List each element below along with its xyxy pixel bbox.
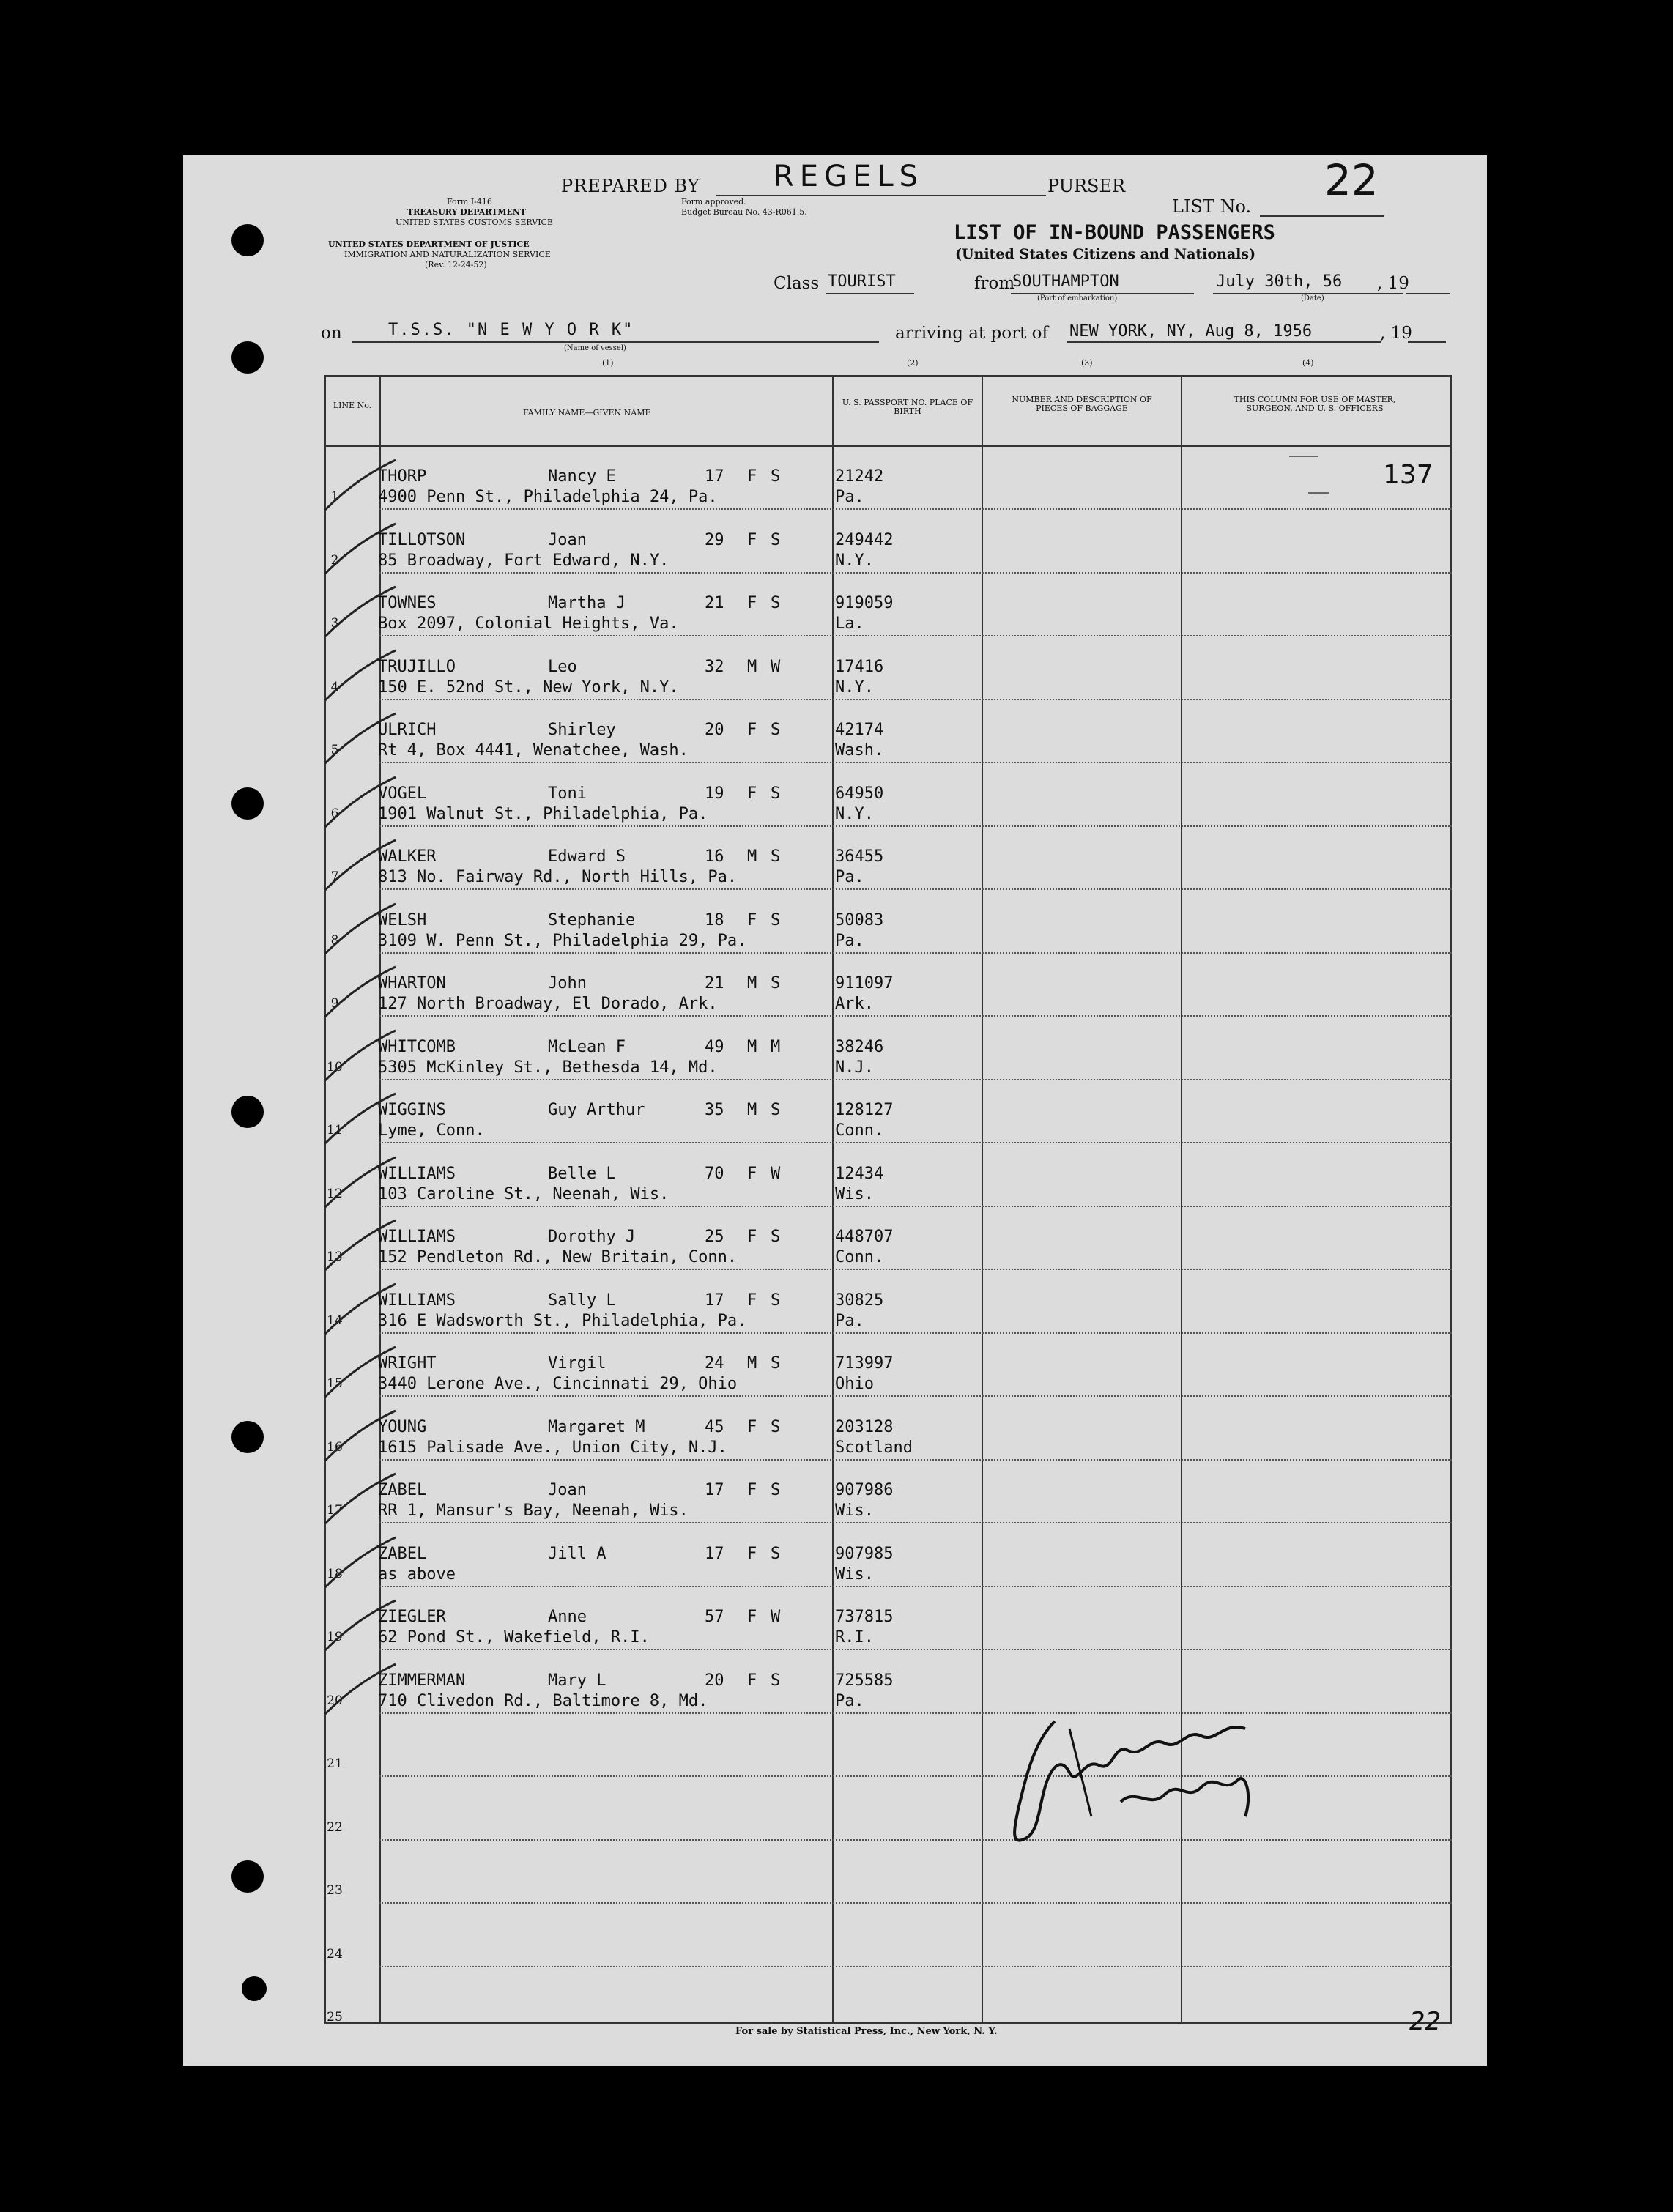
passenger-sex: M xyxy=(747,1354,757,1373)
form-approved-line-1: Form approved. xyxy=(681,197,746,207)
inspection-check-mark xyxy=(319,710,400,769)
passenger-marital-status: S xyxy=(771,847,781,866)
passenger-family-name: TOWNES xyxy=(378,594,437,612)
passport-number: 713997 xyxy=(835,1354,894,1373)
passenger-given-name: John xyxy=(548,974,587,992)
prepared-by-label: PREPARED BY xyxy=(561,176,700,196)
inspection-check-mark xyxy=(319,1344,400,1403)
passenger-address: 1901 Walnut St., Philadelphia, Pa. xyxy=(378,804,708,823)
passenger-age: 18 xyxy=(705,910,724,929)
passenger-sex: F xyxy=(747,1228,757,1246)
inspection-check-mark xyxy=(319,521,400,579)
class-line xyxy=(826,293,914,294)
passenger-family-name: ZIMMERMAN xyxy=(378,1671,466,1690)
passenger-marital-status: S xyxy=(771,1354,781,1373)
passenger-given-name: Leo xyxy=(548,657,577,676)
passenger-age: 17 xyxy=(705,1291,724,1310)
line-number: 23 xyxy=(327,1883,343,1898)
passenger-given-name: Stephanie xyxy=(548,910,636,929)
purser-label: PURSER xyxy=(1047,176,1126,196)
line-number: 4 xyxy=(330,679,339,694)
passenger-age: 17 xyxy=(705,467,724,486)
passenger-family-name: WILLIAMS xyxy=(378,1164,456,1183)
passenger-address: 3440 Lerone Ave., Cincinnati 29, Ohio xyxy=(378,1375,738,1393)
passenger-marital-status: S xyxy=(771,1101,781,1119)
header-passport: U. S. PASSPORT NO. PLACE OF BIRTH xyxy=(842,398,973,416)
line-number: 17 xyxy=(327,1503,343,1518)
passenger-age: 45 xyxy=(705,1417,724,1436)
line-number: 10 xyxy=(327,1059,343,1075)
passenger-address: 316 E Wadsworth St., Philadelphia, Pa. xyxy=(378,1311,747,1330)
passenger-family-name: ZIEGLER xyxy=(378,1608,446,1626)
line-number: 18 xyxy=(327,1566,343,1581)
passenger-marital-status: S xyxy=(771,1481,781,1499)
line-number: 12 xyxy=(327,1186,343,1201)
passport-number: 42174 xyxy=(835,721,884,739)
passenger-address: Rt 4, Box 4441, Wenatchee, Wash. xyxy=(378,741,689,760)
inspection-check-mark xyxy=(319,584,400,642)
passenger-sex: F xyxy=(747,1417,757,1436)
footer-mark: 22 xyxy=(1409,2007,1442,2036)
class-value: TOURIST xyxy=(828,272,896,291)
inspection-check-mark xyxy=(319,1281,400,1340)
row-dotted-rule xyxy=(379,1269,1452,1270)
passenger-age: 21 xyxy=(705,594,724,612)
inspection-check-mark xyxy=(319,1661,400,1720)
passenger-marital-status: S xyxy=(771,1417,781,1436)
table-header-divider xyxy=(324,445,1452,447)
place-of-birth: Wis. xyxy=(835,1184,874,1203)
passenger-marital-status: W xyxy=(771,1608,781,1626)
row-dotted-rule xyxy=(379,699,1452,700)
passenger-sex: F xyxy=(747,1291,757,1310)
arriving-year-suffix: , 19 xyxy=(1380,324,1412,343)
passenger-address: 710 Clivedon Rd., Baltimore 8, Md. xyxy=(378,1691,708,1710)
form-id-line-5: IMMIGRATION AND NATURALIZATION SERVICE xyxy=(344,250,551,259)
row-dotted-rule xyxy=(379,1395,1452,1397)
passenger-marital-status: M xyxy=(771,1037,781,1056)
on-label: on xyxy=(321,324,342,343)
passenger-family-name: WHARTON xyxy=(378,974,446,992)
passenger-family-name: WHITCOMB xyxy=(378,1037,456,1056)
passport-number: 448707 xyxy=(835,1228,894,1246)
class-label: Class xyxy=(774,274,820,293)
passenger-age: 17 xyxy=(705,1544,724,1563)
row-dotted-rule xyxy=(379,1839,1452,1841)
prepared-by-value: REGELS xyxy=(774,160,924,193)
row-dotted-rule xyxy=(379,1206,1452,1207)
passenger-age: 19 xyxy=(705,784,724,803)
passenger-family-name: YOUNG xyxy=(378,1417,427,1436)
col-divider-passport xyxy=(982,375,983,2024)
place-of-birth: Wash. xyxy=(835,741,884,760)
passenger-marital-status: S xyxy=(771,1544,781,1563)
line-number: 1 xyxy=(330,489,339,504)
place-of-birth: Conn. xyxy=(835,1248,884,1266)
line-number: 9 xyxy=(330,996,339,1011)
punch-hole xyxy=(231,341,264,374)
row-dotted-rule xyxy=(379,952,1452,954)
passenger-address: 3109 W. Penn St., Philadelphia 29, Pa. xyxy=(378,931,747,950)
inspection-check-mark xyxy=(319,1471,400,1529)
row-dotted-rule xyxy=(379,508,1452,510)
line-number: 3 xyxy=(330,616,339,631)
officer-signature xyxy=(1004,1714,1282,1853)
passenger-age: 49 xyxy=(705,1037,724,1056)
passenger-given-name: Joan xyxy=(548,530,587,549)
passenger-marital-status: S xyxy=(771,594,781,612)
arriving-year-line xyxy=(1408,341,1446,343)
place-of-birth: Ohio xyxy=(835,1375,874,1393)
prepared-by-line xyxy=(716,195,1046,196)
date-caption: (Date) xyxy=(1301,294,1324,303)
passenger-sex: M xyxy=(747,847,757,866)
passenger-address: 152 Pendleton Rd., New Britain, Conn. xyxy=(378,1248,738,1266)
passenger-given-name: Anne xyxy=(548,1608,587,1626)
line-number: 16 xyxy=(327,1439,343,1455)
passenger-age: 57 xyxy=(705,1608,724,1626)
arriving-value: NEW YORK, NY, Aug 8, 1956 xyxy=(1069,322,1313,341)
row-dotted-rule xyxy=(379,1079,1452,1080)
place-of-birth: R.I. xyxy=(835,1628,874,1647)
punch-hole xyxy=(231,224,264,256)
line-number: 6 xyxy=(330,806,339,821)
inspection-check-mark xyxy=(319,774,400,833)
passenger-sex: F xyxy=(747,1544,757,1563)
place-of-birth: N.Y. xyxy=(835,804,874,823)
inspection-check-mark xyxy=(319,1597,400,1656)
line-number: 13 xyxy=(327,1250,343,1264)
passenger-sex: F xyxy=(747,1481,757,1499)
form-id-line-4: UNITED STATES DEPARTMENT OF JUSTICE xyxy=(328,240,530,249)
line-number: 8 xyxy=(330,932,339,948)
passport-number: 725585 xyxy=(835,1671,894,1690)
passenger-marital-status: S xyxy=(771,530,781,549)
passenger-age: 70 xyxy=(705,1164,724,1183)
passenger-age: 20 xyxy=(705,721,724,739)
row-dotted-rule xyxy=(379,1459,1452,1461)
page-subtitle: (United States Citizens and Nationals) xyxy=(955,246,1256,262)
passport-number: 911097 xyxy=(835,974,894,992)
place-of-birth: Scotland xyxy=(835,1438,913,1457)
passenger-marital-status: S xyxy=(771,974,781,992)
line-number: 21 xyxy=(327,1756,343,1771)
officer-mark: 137 xyxy=(1383,460,1433,490)
passport-number: 249442 xyxy=(835,530,894,549)
row-dotted-rule xyxy=(379,825,1452,827)
passenger-address: 813 No. Fairway Rd., North Hills, Pa. xyxy=(378,868,738,886)
passenger-given-name: Virgil xyxy=(548,1354,606,1373)
row-dotted-rule xyxy=(379,1902,1452,1904)
row-dotted-rule xyxy=(379,1649,1452,1650)
passenger-sex: M xyxy=(747,657,757,676)
place-of-birth: Wis. xyxy=(835,1502,874,1520)
inspection-check-mark xyxy=(319,1028,400,1086)
passenger-given-name: Jill A xyxy=(548,1544,606,1563)
header-baggage: NUMBER AND DESCRIPTION OF PIECES OF BAGGAGE xyxy=(1012,395,1152,413)
passenger-family-name: ZABEL xyxy=(378,1544,427,1563)
punch-hole xyxy=(231,787,264,820)
passenger-given-name: Edward S xyxy=(548,847,626,866)
passenger-sex: F xyxy=(747,594,757,612)
passenger-age: 29 xyxy=(705,530,724,549)
inspection-check-mark xyxy=(319,837,400,896)
passenger-address: 103 Caroline St., Neenah, Wis. xyxy=(378,1184,669,1203)
date-year-line xyxy=(1406,293,1450,294)
passenger-age: 35 xyxy=(705,1101,724,1119)
vessel-caption: (Name of vessel) xyxy=(564,344,626,352)
footer-printer: For sale by Statistical Press, Inc., New York, N. Y. xyxy=(735,2026,998,2037)
list-no-line xyxy=(1260,215,1384,217)
passenger-given-name: Sally L xyxy=(548,1291,616,1310)
col-number-2: (2) xyxy=(907,358,919,368)
vessel-value: T.S.S. "N E W Y O R K" xyxy=(388,321,634,339)
passport-number: 30825 xyxy=(835,1291,884,1310)
passport-number: 36455 xyxy=(835,847,884,866)
line-number: 11 xyxy=(327,1123,343,1137)
passenger-marital-status: S xyxy=(771,784,781,803)
date-year-suffix: , 19 xyxy=(1377,274,1409,293)
row-dotted-rule xyxy=(379,1332,1452,1334)
col-number-1: (1) xyxy=(602,358,614,368)
line-number: 20 xyxy=(327,1693,343,1708)
passenger-age: 17 xyxy=(705,1481,724,1499)
line-number: 22 xyxy=(327,1819,343,1835)
row-dotted-rule xyxy=(379,888,1452,890)
row-dotted-rule xyxy=(379,1142,1452,1143)
passenger-family-name: WIGGINS xyxy=(378,1101,446,1119)
passenger-address: Box 2097, Colonial Heights, Va. xyxy=(378,615,679,633)
form-id-line-6: (Rev. 12-24-52) xyxy=(425,260,487,270)
form-approved-line-2: Budget Bureau No. 43-R061.5. xyxy=(681,207,807,217)
passenger-family-name: TILLOTSON xyxy=(378,530,466,549)
passenger-given-name: Shirley xyxy=(548,721,616,739)
passenger-sex: M xyxy=(747,1101,757,1119)
passenger-age: 24 xyxy=(705,1354,724,1373)
inspection-check-mark xyxy=(319,457,400,516)
passenger-family-name: WILLIAMS xyxy=(378,1291,456,1310)
line-number: 15 xyxy=(327,1376,343,1391)
passenger-address: 62 Pond St., Wakefield, R.I. xyxy=(378,1628,650,1647)
passport-number: 919059 xyxy=(835,594,894,612)
passenger-marital-status: S xyxy=(771,721,781,739)
passenger-address: as above xyxy=(378,1565,456,1584)
passenger-given-name: Nancy E xyxy=(548,467,616,486)
passenger-family-name: WRIGHT xyxy=(378,1354,437,1373)
passenger-address: 1615 Palisade Ave., Union City, N.J. xyxy=(378,1438,727,1457)
line-number: 25 xyxy=(327,2010,343,2024)
passenger-marital-status: W xyxy=(771,1164,781,1183)
place-of-birth: Pa. xyxy=(835,868,864,886)
passenger-address: 4900 Penn St., Philadelphia 24, Pa. xyxy=(378,488,718,506)
passenger-sex: M xyxy=(747,974,757,992)
passenger-sex: F xyxy=(747,530,757,549)
passenger-marital-status: S xyxy=(771,467,781,486)
passenger-marital-status: S xyxy=(771,910,781,929)
passport-number: 203128 xyxy=(835,1417,894,1436)
inspection-check-mark xyxy=(319,1154,400,1213)
passenger-given-name: Martha J xyxy=(548,594,626,612)
place-of-birth: Pa. xyxy=(835,931,864,950)
inspection-check-mark xyxy=(319,647,400,706)
place-of-birth: La. xyxy=(835,615,864,633)
passenger-marital-status: S xyxy=(771,1228,781,1246)
passport-number: 907986 xyxy=(835,1481,894,1499)
list-no-label: LIST No. xyxy=(1172,196,1252,217)
passenger-given-name: Guy Arthur xyxy=(548,1101,645,1119)
passport-number: 21242 xyxy=(835,467,884,486)
passenger-family-name: TRUJILLO xyxy=(378,657,456,676)
passenger-family-name: WILLIAMS xyxy=(378,1228,456,1246)
place-of-birth: Pa. xyxy=(835,1311,864,1330)
col-number-4: (4) xyxy=(1302,358,1314,368)
punch-hole xyxy=(231,1860,264,1893)
row-dotted-rule xyxy=(379,1522,1452,1523)
col-number-3: (3) xyxy=(1081,358,1093,368)
passenger-given-name: McLean F xyxy=(548,1037,626,1056)
from-value: SOUTHAMPTON xyxy=(1012,272,1119,291)
date-value: July 30th, 56 xyxy=(1216,272,1343,291)
page-title: LIST OF IN-BOUND PASSENGERS xyxy=(954,221,1275,244)
passenger-marital-status: S xyxy=(771,1291,781,1310)
punch-hole xyxy=(242,1976,267,2001)
passenger-age: 25 xyxy=(705,1228,724,1246)
passport-number: 12434 xyxy=(835,1164,884,1183)
passenger-marital-status: S xyxy=(771,1671,781,1690)
passport-number: 38246 xyxy=(835,1037,884,1056)
header-line-no: LINE No. xyxy=(333,401,372,410)
passport-number: 50083 xyxy=(835,910,884,929)
place-of-birth: Pa. xyxy=(835,488,864,506)
officer-scribble xyxy=(1289,456,1318,457)
passenger-address: 85 Broadway, Fort Edward, N.Y. xyxy=(378,551,669,570)
passenger-address: RR 1, Mansur's Bay, Neenah, Wis. xyxy=(378,1502,689,1520)
place-of-birth: Conn. xyxy=(835,1121,884,1140)
place-of-birth: N.J. xyxy=(835,1058,874,1077)
place-of-birth: Ark. xyxy=(835,995,874,1013)
inspection-check-mark xyxy=(319,901,400,960)
inspection-check-mark xyxy=(319,1534,400,1593)
line-number: 14 xyxy=(327,1313,343,1328)
passenger-address: Lyme, Conn. xyxy=(378,1121,485,1140)
passenger-address: 150 E. 52nd St., New York, N.Y. xyxy=(378,678,679,697)
passenger-sex: F xyxy=(747,784,757,803)
list-no-value: 22 xyxy=(1324,155,1379,205)
passport-number: 737815 xyxy=(835,1608,894,1626)
passenger-family-name: ZABEL xyxy=(378,1481,427,1499)
passenger-given-name: Dorothy J xyxy=(548,1228,636,1246)
passport-number: 128127 xyxy=(835,1101,894,1119)
row-dotted-rule xyxy=(379,1775,1452,1777)
form-id-line-3: UNITED STATES CUSTOMS SERVICE xyxy=(396,218,553,227)
punch-hole xyxy=(231,1096,264,1128)
passenger-sex: F xyxy=(747,1608,757,1626)
line-number: 7 xyxy=(330,869,339,884)
arriving-label: arriving at port of xyxy=(895,324,1048,343)
punch-hole xyxy=(231,1421,264,1453)
passenger-sex: F xyxy=(747,1164,757,1183)
form-id-line-1: Form I-416 xyxy=(447,197,492,207)
passenger-given-name: Margaret M xyxy=(548,1417,645,1436)
passenger-family-name: WELSH xyxy=(378,910,427,929)
passenger-sex: F xyxy=(747,910,757,929)
passenger-age: 32 xyxy=(705,657,724,676)
row-dotted-rule xyxy=(379,1586,1452,1587)
inspection-check-mark xyxy=(319,1091,400,1149)
port-embark-caption: (Port of embarkation) xyxy=(1037,294,1118,303)
row-dotted-rule xyxy=(379,1015,1452,1017)
row-dotted-rule xyxy=(379,1966,1452,1967)
line-number: 2 xyxy=(330,552,339,568)
passenger-age: 16 xyxy=(705,847,724,866)
line-number: 24 xyxy=(327,1946,343,1962)
passport-number: 17416 xyxy=(835,657,884,676)
row-dotted-rule xyxy=(379,1712,1452,1714)
passenger-given-name: Toni xyxy=(548,784,587,803)
passenger-family-name: VOGEL xyxy=(378,784,427,803)
arriving-line xyxy=(1067,341,1381,343)
row-dotted-rule xyxy=(379,572,1452,574)
form-id-line-2: TREASURY DEPARTMENT xyxy=(407,207,527,217)
passenger-age: 20 xyxy=(705,1671,724,1690)
officer-scribble xyxy=(1308,492,1329,494)
line-number: 5 xyxy=(330,743,339,757)
vessel-line xyxy=(352,341,879,343)
from-label: from xyxy=(974,274,1015,293)
passenger-family-name: THORP xyxy=(378,467,427,486)
place-of-birth: N.Y. xyxy=(835,678,874,697)
passenger-address: 127 North Broadway, El Dorado, Ark. xyxy=(378,995,718,1013)
passenger-marital-status: W xyxy=(771,657,781,676)
inspection-check-mark xyxy=(319,1217,400,1276)
header-name: FAMILY NAME—GIVEN NAME xyxy=(523,408,651,417)
place-of-birth: Wis. xyxy=(835,1565,874,1584)
passenger-given-name: Mary L xyxy=(548,1671,606,1690)
passport-number: 907985 xyxy=(835,1544,894,1563)
inspection-check-mark xyxy=(319,1408,400,1466)
col-divider-name xyxy=(832,375,834,2024)
row-dotted-rule xyxy=(379,635,1452,636)
place-of-birth: N.Y. xyxy=(835,551,874,570)
line-number: 19 xyxy=(327,1630,343,1644)
header-officers: THIS COLUMN FOR USE OF MASTER, SURGEON, AND U. S. OFFICERS xyxy=(1234,395,1396,413)
passenger-sex: M xyxy=(747,1037,757,1056)
inspection-check-mark xyxy=(319,964,400,1023)
passenger-given-name: Joan xyxy=(548,1481,587,1499)
passenger-sex: F xyxy=(747,1671,757,1690)
place-of-birth: Pa. xyxy=(835,1691,864,1710)
passenger-given-name: Belle L xyxy=(548,1164,616,1183)
passenger-family-name: WALKER xyxy=(378,847,437,866)
row-dotted-rule xyxy=(379,762,1452,763)
passenger-family-name: ULRICH xyxy=(378,721,437,739)
passenger-sex: F xyxy=(747,467,757,486)
passenger-age: 21 xyxy=(705,974,724,992)
passenger-sex: F xyxy=(747,721,757,739)
passenger-address: 5305 McKinley St., Bethesda 14, Md. xyxy=(378,1058,718,1077)
passport-number: 64950 xyxy=(835,784,884,803)
